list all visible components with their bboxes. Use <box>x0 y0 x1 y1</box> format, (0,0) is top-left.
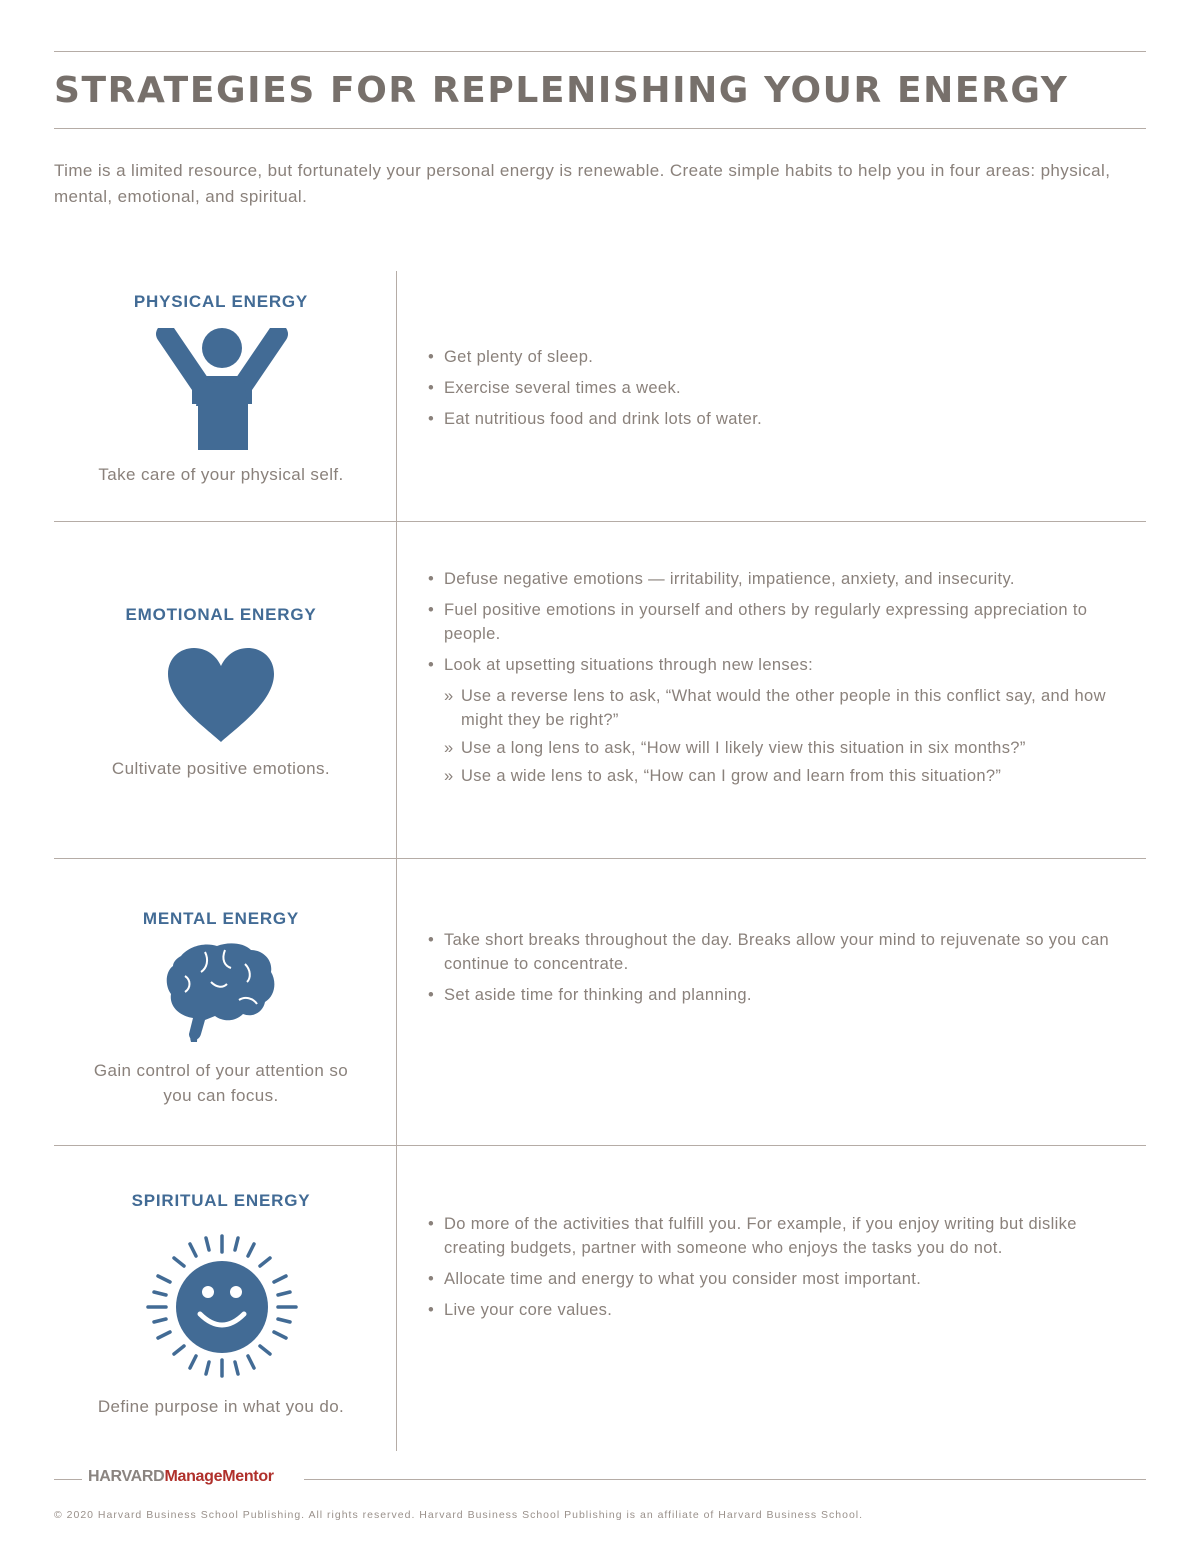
logo-managementor: ManageMentor <box>164 1468 274 1485</box>
physical-energy-heading: PHYSICAL ENERGY <box>133 292 309 311</box>
mental-energy-caption: Gain control of your attention so you can focus. <box>93 1061 349 1105</box>
brain-icon <box>165 942 277 1044</box>
smiling-sun-icon <box>144 1232 300 1380</box>
sub-list-item: » Use a long lens to ask, “How will I likely view this situation in six months?” <box>428 736 1128 760</box>
emotional-energy-list <box>428 567 1128 792</box>
sub-list-item: » Use a wide lens to ask, “How can I grow and learn from this situation?” <box>428 764 1128 788</box>
list-item: • Live your core values. <box>428 1298 1088 1322</box>
spiritual-energy-list <box>428 1212 1088 1329</box>
list-item: • Defuse negative emotions — irritability, impatience, anxiety, and insecurity. <box>428 567 1128 591</box>
footer-rule-left <box>54 1479 82 1480</box>
harvard-managementor-logo <box>88 1468 274 1486</box>
list-item: • Do more of the activities that fulfill you. For example, if you enjoy writing but dislike creating budgets, partner with someone who enjoys the tasks you do not. <box>428 1212 1088 1260</box>
top-rule <box>54 51 1146 52</box>
list-item: • Get plenty of sleep. <box>428 345 1128 369</box>
physical-energy-list <box>428 345 1128 438</box>
heart-icon <box>166 646 276 744</box>
spiritual-energy-heading: SPIRITUAL ENERGY <box>131 1191 311 1210</box>
row-divider-1 <box>54 521 1146 522</box>
emotional-energy-heading: EMOTIONAL ENERGY <box>125 605 317 624</box>
row-divider-3 <box>54 1145 1146 1146</box>
mental-energy-list <box>428 928 1128 1014</box>
list-item: • Set aside time for thinking and planning. <box>428 983 1128 1007</box>
list-item: • Fuel positive emotions in yourself and others by regularly expressing appreciation to people. <box>428 598 1128 646</box>
mental-energy-heading: MENTAL ENERGY <box>142 909 300 928</box>
list-item: • Exercise several times a week. <box>428 376 1128 400</box>
row-divider-2 <box>54 858 1146 859</box>
copyright-notice: © 2020 Harvard Business School Publishing. All rights reserved. Harvard Business School Publishing is an affiliate of Harvard Business School. <box>54 1509 864 1521</box>
intro-paragraph: Time is a limited resource, but fortunately your personal energy is renewable. Create simple habits to help you in four areas: physical, mental, emotional, and spiritual. <box>54 161 1111 206</box>
logo-harvard: HARVARD <box>88 1468 165 1485</box>
list-item: • Look at upsetting situations through new lenses: <box>428 653 1128 677</box>
page-title: STRATEGIES FOR REPLENISHING YOUR ENERGY <box>54 70 1069 111</box>
emotional-energy-caption: Cultivate positive emotions. <box>111 759 331 778</box>
spiritual-energy-caption: Define purpose in what you do. <box>97 1397 345 1416</box>
list-item: • Take short breaks throughout the day. Breaks allow your mind to rejuvenate so you can continue to concentrate. <box>428 928 1128 976</box>
person-arms-raised-icon <box>148 328 296 452</box>
footer-rule-right <box>304 1479 1146 1480</box>
physical-energy-caption: Take care of your physical self. <box>98 465 344 484</box>
list-item: • Allocate time and energy to what you consider most important. <box>428 1267 1088 1291</box>
list-item: • Eat nutritious food and drink lots of water. <box>428 407 1128 431</box>
column-divider <box>396 271 397 1451</box>
sub-list-item: » Use a reverse lens to ask, “What would the other people in this conflict say, and how might they be right?” <box>428 684 1128 732</box>
title-underline <box>54 128 1146 129</box>
